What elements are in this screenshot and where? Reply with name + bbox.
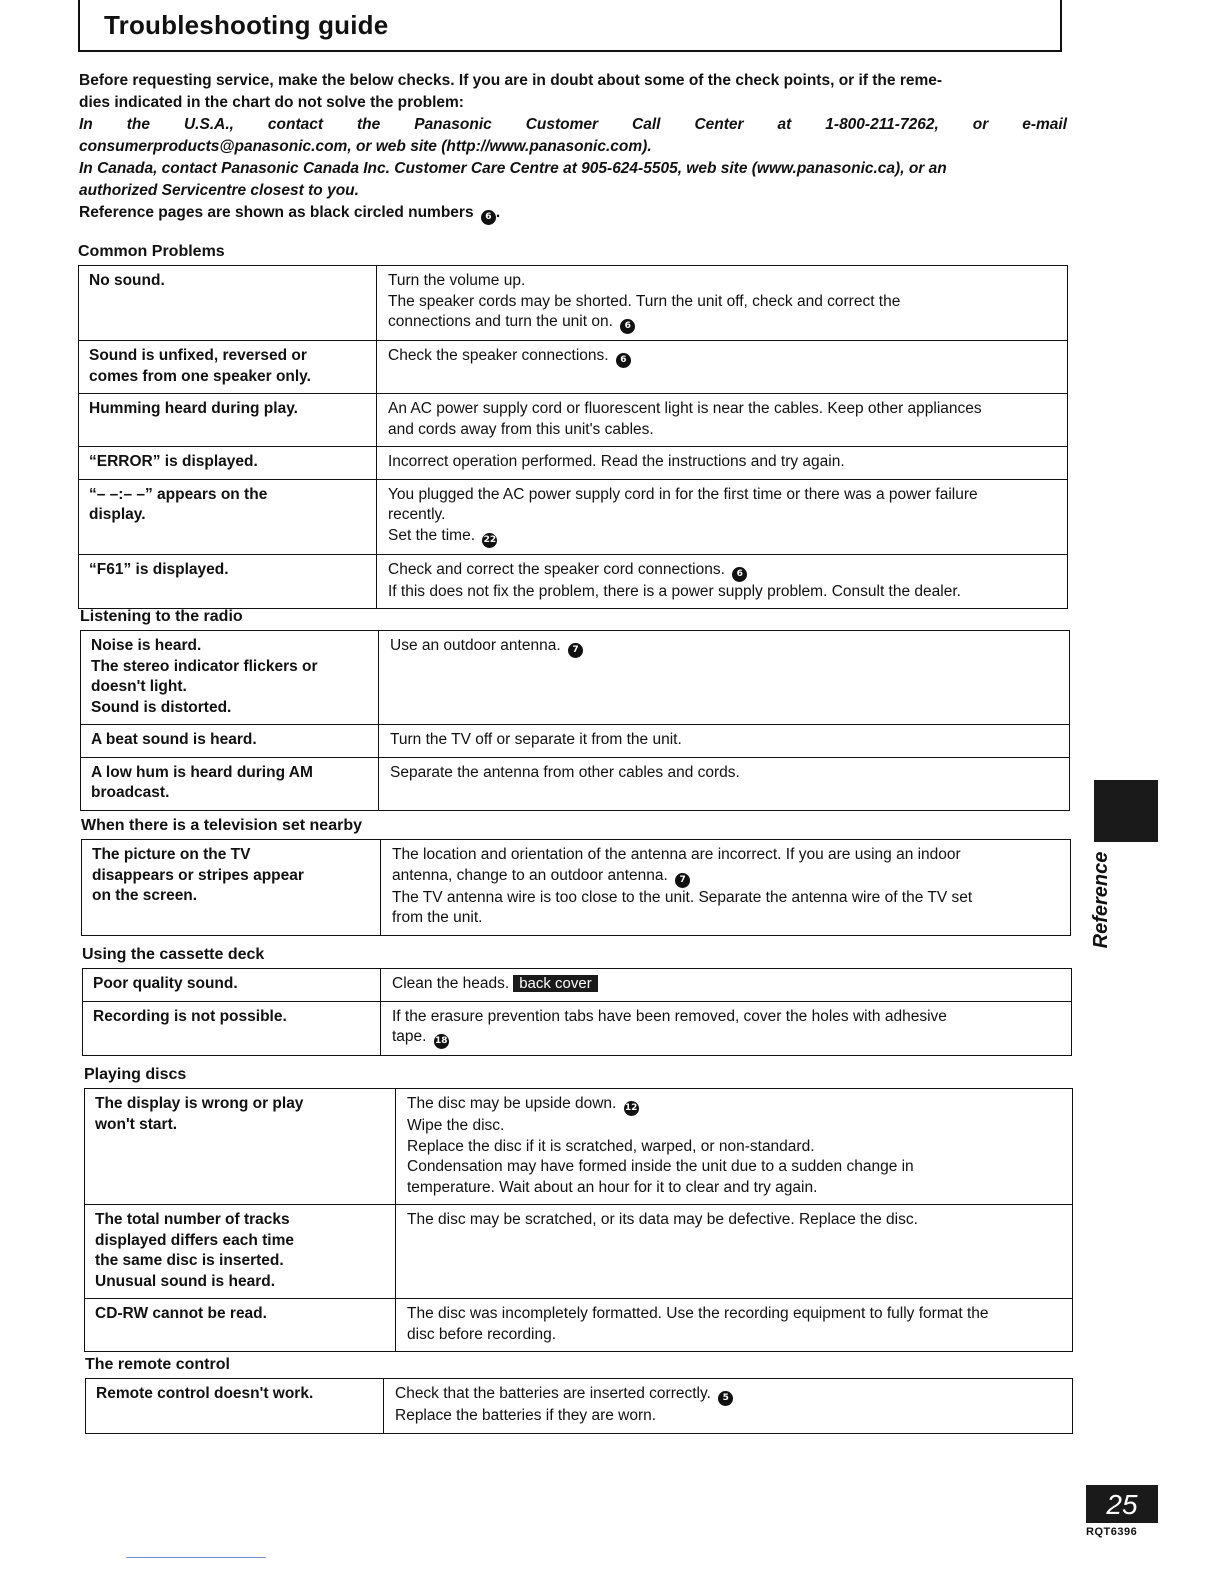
usa-contact-line-2: consumerproducts@panasonic.com, or web site (http://www.panasonic.com).	[79, 138, 652, 155]
troubleshooting-table	[84, 1088, 1073, 1352]
intro-line-2: dies indicated in the chart do not solve the problem:	[79, 94, 464, 111]
circled-number-icon: 6	[481, 210, 496, 225]
section-common-problems	[78, 243, 1068, 609]
intro-text	[79, 70, 1067, 225]
troubleshooting-table	[78, 265, 1068, 609]
section-remote-control	[85, 1356, 1073, 1434]
side-label-text: Reference	[1090, 851, 1112, 949]
remedy-text: Incorrect operation performed. Read the instructions and try again.	[388, 453, 845, 470]
canada-contact-line-2: authorized Servicentre closest to you.	[79, 182, 359, 199]
circled-number-icon: 5	[718, 1391, 733, 1406]
table-row	[82, 840, 1071, 936]
intro-line-1: Before requesting service, make the below checks. If you are in doubt about some of the check points, or if the reme-	[79, 72, 943, 89]
side-tab-marker	[1094, 780, 1158, 842]
remedy-text-continued: If this does not fix the problem, there is a power supply problem. Consult the dealer.	[388, 582, 961, 600]
circled-number-icon: 12	[624, 1101, 639, 1116]
circled-number-icon: 7	[568, 643, 583, 658]
problem-cell: Recording is not possible.	[83, 1001, 381, 1056]
table-row	[86, 1379, 1073, 1434]
remedy-cell	[379, 725, 1070, 758]
table-row	[83, 969, 1072, 1002]
table-row	[79, 554, 1068, 609]
table-row	[85, 1205, 1073, 1299]
remedy-text: An AC power supply cord or fluorescent light is near the cables. Keep other appliances and cords away from this unit's cables.	[388, 400, 982, 438]
remedy-cell	[396, 1205, 1073, 1299]
remedy-text: The location and orientation of the antenna are incorrect. If you are using an indoor antenna, change to an outdoor antenna.	[392, 846, 961, 884]
footer-line	[126, 1557, 266, 1558]
remedy-text: Turn the volume up. The speaker cords may be shorted. Turn the unit off, check and correct the connections and turn the unit on.	[388, 272, 901, 330]
section-television	[81, 817, 1071, 936]
section-heading: Listening to the radio	[80, 608, 243, 625]
troubleshooting-table	[81, 839, 1071, 936]
remedy-text: The disc may be upside down.	[407, 1095, 617, 1112]
remedy-cell	[381, 840, 1071, 936]
problem-cell: “F61” is displayed.	[79, 554, 377, 609]
remedy-cell	[381, 969, 1072, 1002]
remedy-cell	[379, 631, 1070, 725]
remedy-cell	[377, 479, 1068, 554]
problem-cell: Noise is heard. The stereo indicator flickers or doesn't light. Sound is distorted.	[81, 631, 379, 725]
remedy-cell	[379, 757, 1070, 810]
section-cassette-deck	[82, 946, 1072, 1056]
remedy-cell	[377, 266, 1068, 341]
troubleshooting-table	[85, 1378, 1073, 1434]
remedy-text-continued: The TV antenna wire is too close to the unit. Separate the antenna wire of the TV set from the unit.	[392, 888, 973, 926]
remedy-text: Clean the heads.	[392, 975, 510, 992]
section-heading: The remote control	[85, 1356, 230, 1373]
remedy-cell	[384, 1379, 1073, 1434]
circled-number-icon: 6	[616, 353, 631, 368]
table-row	[79, 266, 1068, 341]
table-row	[81, 725, 1070, 758]
remedy-text: The disc was incompletely formatted. Use the recording equipment to fully format the disc before recording.	[407, 1305, 989, 1343]
page-title: Troubleshooting guide	[104, 10, 389, 40]
section-heading: Using the cassette deck	[82, 946, 265, 963]
section-playing-discs	[84, 1066, 1073, 1352]
remedy-text: Check that the batteries are inserted correctly.	[395, 1385, 711, 1402]
reference-note-text: Reference pages are shown as black circled numbers	[79, 204, 474, 221]
remedy-text: Check the speaker connections.	[388, 347, 609, 364]
table-row	[79, 394, 1068, 447]
problem-cell: The display is wrong or play won't start.	[85, 1089, 396, 1205]
problem-cell: Remote control doesn't work.	[86, 1379, 384, 1434]
usa-contact-line-1: In the U.S.A., contact the Panasonic Customer Call Center at 1-800-211-7262, or e-mail	[79, 116, 1067, 133]
remedy-cell	[381, 1001, 1072, 1056]
table-row	[79, 479, 1068, 554]
section-heading: Common Problems	[78, 243, 225, 260]
circled-number-icon: 6	[620, 319, 635, 334]
remedy-text: Use an outdoor antenna.	[390, 637, 561, 654]
problem-cell: A low hum is heard during AM broadcast.	[81, 757, 379, 810]
remedy-cell	[396, 1089, 1073, 1205]
section-heading: Playing discs	[84, 1066, 187, 1083]
remedy-text: Check and correct the speaker cord connections.	[388, 560, 725, 578]
section-radio	[80, 608, 1070, 811]
remedy-text-continued: Wipe the disc. Replace the disc if it is scratched, warped, or non-standard. Condensation may have formed inside the unit due to a sudden change in temperature. Wait about an hour for it to clear and try again.	[407, 1117, 914, 1196]
remedy-text: You plugged the AC power supply cord in for the first time or there was a power failure recently. Set the time.	[388, 485, 978, 544]
remedy-text: Separate the antenna from other cables and cords.	[390, 763, 740, 781]
table-row	[79, 447, 1068, 480]
circled-number-icon: 22	[482, 533, 497, 548]
remedy-cell	[377, 447, 1068, 480]
problem-cell: “– –:– –” appears on the display.	[79, 479, 377, 554]
remedy-text: If the erasure prevention tabs have been removed, cover the holes with adhesive tape.	[392, 1007, 947, 1045]
troubleshooting-table	[82, 968, 1072, 1056]
remedy-text-continued: Replace the batteries if they are worn.	[395, 1407, 657, 1424]
problem-cell: “ERROR” is displayed.	[79, 447, 377, 480]
page-number: 25	[1086, 1485, 1158, 1523]
circled-number-icon: 18	[434, 1034, 449, 1049]
remedy-cell	[396, 1299, 1073, 1352]
problem-cell: CD-RW cannot be read.	[85, 1299, 396, 1352]
table-row	[85, 1089, 1073, 1205]
back-cover-tag: back cover	[513, 975, 598, 992]
remedy-cell	[377, 394, 1068, 447]
remedy-cell	[377, 341, 1068, 394]
circled-number-icon: 7	[675, 873, 690, 888]
table-row	[83, 1001, 1072, 1056]
problem-cell: A beat sound is heard.	[81, 725, 379, 758]
problem-cell: No sound.	[79, 266, 377, 341]
remedy-cell	[377, 554, 1068, 609]
remedy-text: Turn the TV off or separate it from the unit.	[390, 731, 682, 748]
table-row	[85, 1299, 1073, 1352]
problem-cell: Poor quality sound.	[83, 969, 381, 1002]
troubleshooting-table	[80, 630, 1070, 811]
remedy-text: The disc may be scratched, or its data may be defective. Replace the disc.	[407, 1211, 918, 1228]
table-row	[81, 631, 1070, 725]
table-row	[79, 341, 1068, 394]
section-heading: When there is a television set nearby	[81, 817, 362, 834]
circled-number-icon: 6	[732, 567, 747, 582]
problem-cell: The total number of tracks displayed differs each time the same disc is inserted. Unusual sound is heard.	[85, 1205, 396, 1299]
title-box	[78, 0, 1062, 52]
canada-contact-line-1: In Canada, contact Panasonic Canada Inc. Customer Care Centre at 905-624-5505, web site (www.panasonic.ca), or an	[79, 160, 947, 177]
table-row	[81, 757, 1070, 810]
problem-cell: The picture on the TV disappears or stripes appear on the screen.	[82, 840, 381, 936]
problem-cell: Humming heard during play.	[79, 394, 377, 447]
reference-note: Reference pages are shown as black circled numbers 6 .	[79, 202, 1067, 225]
model-code: RQT6396	[1086, 1526, 1138, 1538]
problem-cell: Sound is unfixed, reversed or comes from one speaker only.	[79, 341, 377, 394]
